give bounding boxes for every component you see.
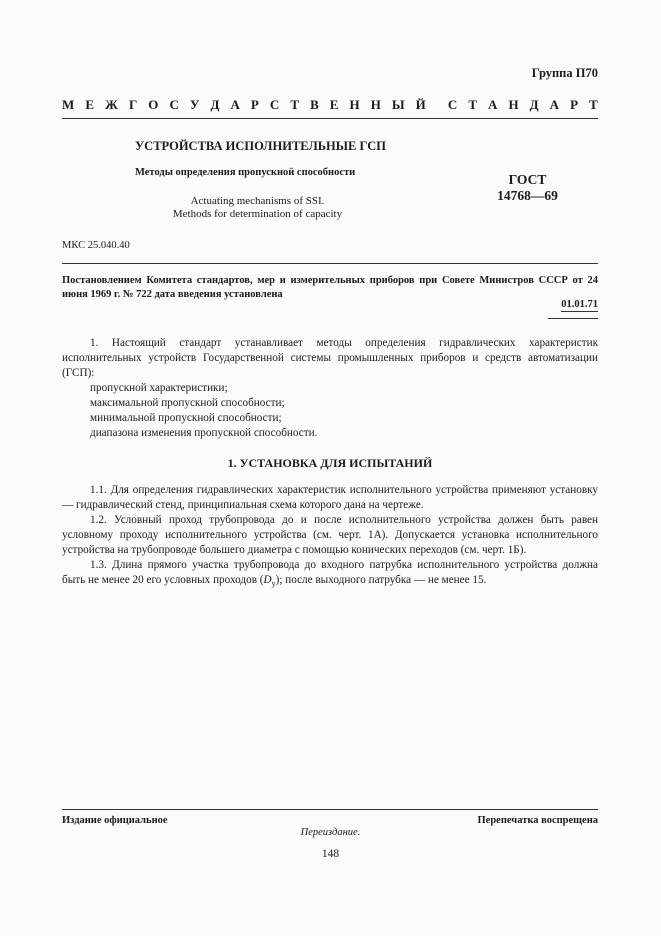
banner-letter: А bbox=[549, 97, 560, 112]
gost-designation bbox=[470, 172, 585, 204]
banner-letter: Ж bbox=[105, 97, 118, 112]
reissue-note: Переиздание. bbox=[300, 827, 361, 838]
english-title-line-1: Actuating mechanisms of SSI. bbox=[190, 195, 325, 207]
header-rule-top bbox=[62, 118, 598, 119]
diameter-subscript: y bbox=[271, 579, 276, 589]
paragraph-1-2: 1.2. Условный проход трубопровода до и после исполнительного устройства должен быть равен условному проходу исполнительного устройства (см. черт. 1А). Допускается установка исполнительного устройства на трубопроводе большего диаметра с помощью конических переходов (см. черт. 1Б). bbox=[62, 514, 598, 556]
banner-letter: С bbox=[269, 97, 280, 112]
list-item: минимальной пропускной способности; bbox=[90, 412, 282, 424]
section-heading: 1. УСТАНОВКА ДЛЯ ИСПЫТАНИЙ bbox=[227, 456, 433, 470]
page-number: 148 bbox=[321, 848, 340, 860]
paragraph-1-3 bbox=[62, 558, 598, 591]
banner-letter: Ы bbox=[391, 97, 405, 112]
banner-letter: О bbox=[148, 97, 159, 112]
group-code: Группа П70 bbox=[531, 66, 598, 80]
banner-letter: Т bbox=[290, 97, 300, 112]
banner-letter: М bbox=[62, 97, 75, 112]
banner-letter: У bbox=[189, 97, 200, 112]
banner-letter: Г bbox=[128, 97, 138, 112]
banner-letter: А bbox=[488, 97, 498, 112]
banner-letter: Р bbox=[570, 97, 579, 112]
gost-label: ГОСТ bbox=[508, 172, 547, 187]
paragraph-1-3-part-a: 1.3. Длина прямого участка трубопровода до входного патрубка исполнительного устройства должна быть не менее 20 его условных проходов ( bbox=[62, 559, 598, 586]
header-rule-bottom bbox=[62, 263, 598, 264]
banner-letter: Н bbox=[370, 97, 381, 112]
banner-letter: А bbox=[230, 97, 240, 112]
official-edition-label: Издание официальное bbox=[62, 815, 168, 826]
banner-letter: Й bbox=[415, 97, 426, 112]
paragraph-1-1: 1.1. Для определения гидравлических характеристик исполнительного устройства применяют установку — гидравлический стенд, принципиальная схема которого дана на чертеже. bbox=[62, 484, 598, 511]
banner-letter: Р bbox=[250, 97, 259, 112]
banner-letter: Н bbox=[508, 97, 519, 112]
english-title-line-2: Methods for determination of capacity bbox=[172, 208, 343, 220]
standard-type-banner bbox=[62, 97, 598, 113]
reprint-prohibited-label: Перепечатка воспрещена bbox=[477, 815, 598, 826]
banner-letter: Т bbox=[468, 97, 477, 112]
banner-letter: Е bbox=[329, 97, 339, 112]
english-title bbox=[135, 195, 380, 221]
footer-rule bbox=[62, 809, 598, 810]
scope-list bbox=[62, 381, 598, 441]
introduction-date-value: 01.01.71 bbox=[561, 299, 598, 310]
banner-letter: Т bbox=[589, 97, 598, 112]
banner-letter: В bbox=[310, 97, 319, 112]
banner-letter: Д bbox=[529, 97, 539, 112]
date-rule bbox=[548, 318, 598, 319]
banner-letter: С bbox=[447, 97, 458, 112]
list-item: диапазона изменения пропускной способности. bbox=[90, 427, 318, 439]
introduction-date bbox=[0, 299, 598, 310]
document-subtitle: Методы определения пропускной способности bbox=[135, 167, 356, 178]
diameter-symbol: D bbox=[263, 574, 272, 586]
banner-letter: Д bbox=[210, 97, 220, 112]
banner-letter: Е bbox=[85, 97, 94, 112]
list-item: максимальной пропускной способности; bbox=[90, 397, 285, 409]
paragraph-1-3-part-b: ); после выходного патрубка — не менее 15. bbox=[275, 574, 487, 586]
document-title: УСТРОЙСТВА ИСПОЛНИТЕЛЬНЫЕ ГСП bbox=[135, 139, 387, 153]
mks-code: МКС 25.040.40 bbox=[62, 240, 130, 251]
section-1-body bbox=[62, 483, 598, 591]
decree-text: Постановлением Комитета стандартов, мер и измерительных приборов при Совете Министров СССР от 24 июня 1969 г. № 722 дата введения установлена bbox=[62, 275, 598, 300]
gost-number: 14768—69 bbox=[497, 188, 558, 203]
list-item: пропускной характеристики; bbox=[90, 382, 228, 394]
scope-paragraph: 1. Настоящий стандарт устанавливает методы определения гидравлических характеристик исполнительных устройств Государственной системы промышленных приборов и средств автоматизации (ГСП): bbox=[62, 337, 598, 379]
banner-letter: С bbox=[169, 97, 179, 112]
scope-section bbox=[62, 336, 598, 441]
banner-letter: Н bbox=[349, 97, 360, 112]
